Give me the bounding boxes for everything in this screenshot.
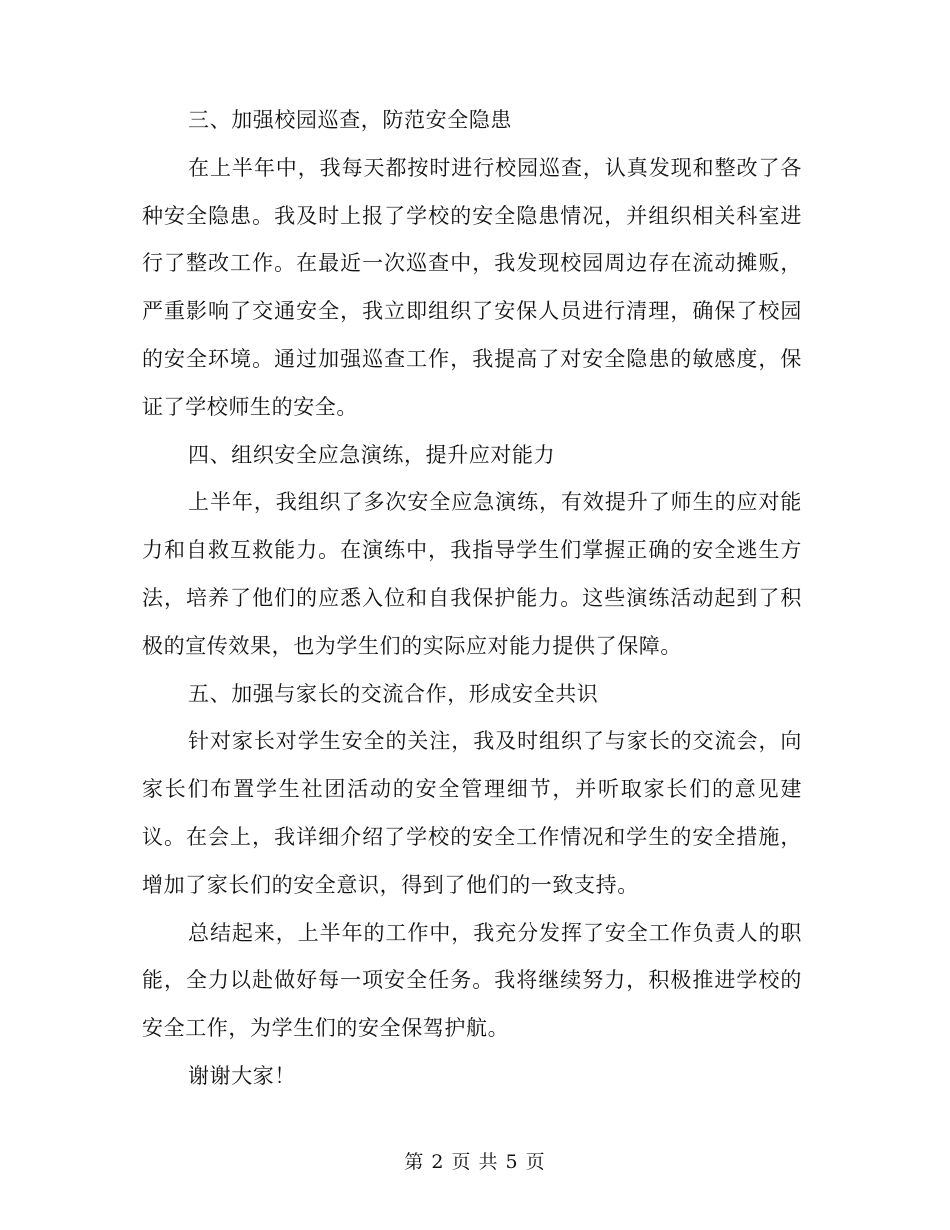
conclusion-paragraph: 总结起来，上半年的工作中，我充分发挥了安全工作负责人的职能，全力以赴做好每一项安全任务。我将继续努力，积极推进学校的安全工作，为学生们的安全保驾护航。 bbox=[142, 920, 802, 1041]
page-number-footer: 第 2 页 共 5 页 bbox=[404, 1151, 546, 1173]
section-heading-5: 五、加强与家长的交流合作，形成安全共识 bbox=[188, 681, 599, 706]
document-body bbox=[142, 97, 802, 1101]
section-heading-3: 三、加强校园巡查，防范安全隐患 bbox=[188, 108, 512, 132]
closing-line: 谢谢大家！ bbox=[188, 1063, 296, 1088]
section-heading-4: 四、组织安全应急演练，提升应对能力 bbox=[188, 442, 556, 467]
section-paragraph-4: 上半年，我组织了多次安全应急演练，有效提升了师生的应对能力和自救互救能力。在演练中，我指导学生们掌握正确的安全逃生方法，培养了他们的应悉入位和自我保护能力。这些演练活动起到了积极的宣传效果，也为学生们的实际应对能力提供了保障。 bbox=[142, 490, 802, 658]
section-paragraph-3: 在上半年中，我每天都按时进行校园巡查，认真发现和整改了各种安全隐患。我及时上报了学校的安全隐患情况，并组织相关科室进行了整改工作。在最近一次巡查中，我发现校园周边存在流动摊贩，严重影响了交通安全，我立即组织了安保人员进行清理，确保了校园的安全环境。通过加强巡查工作，我提高了对安全隐患的敏感度，保证了学校师生的安全。 bbox=[142, 155, 802, 419]
section-paragraph-5: 针对家长对学生安全的关注，我及时组织了与家长的交流会，向家长们布置学生社团活动的安全管理细节，并听取家长们的意见建议。在会上，我详细介绍了学校的安全工作情况和学生的安全措施，增加了家长们的安全意识，得到了他们的一致支持。 bbox=[142, 729, 802, 897]
